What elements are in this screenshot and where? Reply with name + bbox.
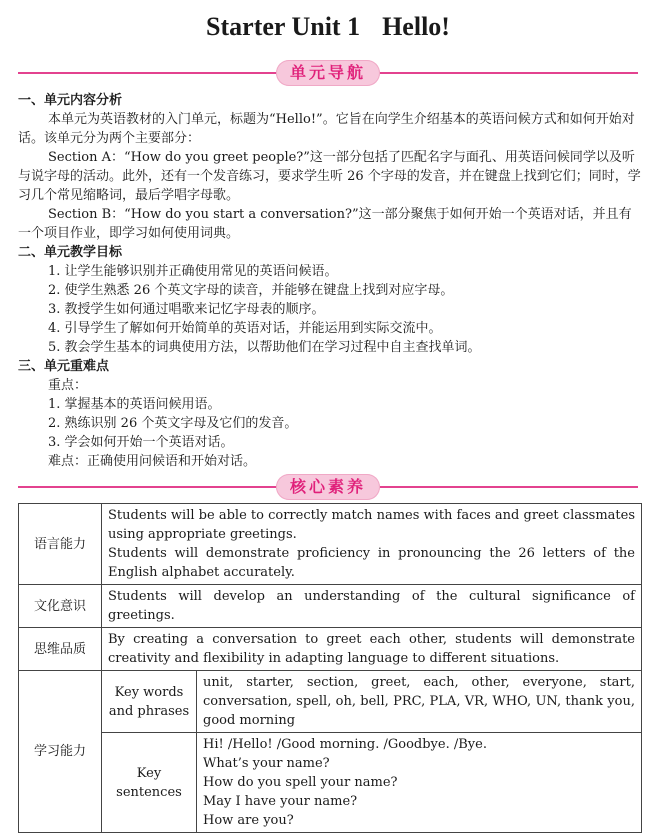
key-sentence: How are you?	[203, 813, 294, 828]
key-sentences-label: Key sentences	[102, 733, 197, 833]
key-sentence: Hi! /Hello! /Good morning. /Goodbye. /Bye.	[203, 737, 487, 752]
band-pill	[276, 60, 380, 86]
row-label-culture: 文化意识	[19, 585, 102, 628]
band-label: 单元导航	[289, 63, 367, 82]
table-row	[19, 504, 642, 585]
table-row	[19, 733, 642, 833]
key-points-label: 重点：	[48, 378, 88, 393]
core-literacy-table	[18, 503, 642, 833]
analysis-paragraph: Section B：“How do you start a conversation?”这一部分聚焦于如何开始一个英语对话，并且有一个项目作业，即学习如何使用词典。	[18, 207, 632, 241]
culture-cell: Students will develop an understanding of the cultural significance of greetings.	[102, 585, 642, 628]
analysis-paragraph: 本单元为英语教材的入门单元，标题为“Hello!”。它旨在向学生介绍基本的英语问候方式和如何开始对话。该单元分为两个主要部分：	[18, 112, 635, 146]
unit-title: Hello!	[382, 12, 450, 41]
row-label-language: 语言能力	[19, 504, 102, 585]
key-sentences-cell	[197, 733, 642, 833]
table-row	[19, 671, 642, 733]
key-sentence: May I have your name?	[203, 794, 358, 809]
unit-label: Starter Unit 1	[206, 12, 361, 41]
table-row	[19, 585, 642, 628]
difficulties-heading: 三、单元重难点	[18, 359, 110, 374]
language-line: Students will be able to correctly match names with faces and greet classmates using appropriate greetings.	[108, 508, 635, 542]
content-analysis	[18, 91, 642, 243]
key-point-item: 1. 掌握基本的英语问候用语。	[48, 397, 221, 412]
band-label: 核心素养	[289, 477, 367, 496]
thinking-cell: By creating a conversation to greet each other, students will demonstrate creativity and flexibility in adapting language to different situations.	[102, 628, 642, 671]
key-words-label: Key words and phrases	[102, 671, 197, 733]
language-line: Students will demonstrate proficiency in pronouncing the 26 letters of the English alphabet accurately.	[108, 546, 635, 580]
key-difficulties	[18, 357, 642, 471]
key-words-cell: unit, starter, section, greet, each, other, everyone, start, conversation, spell, oh, bell, PRC, PLA, VR, WHO, UN, thank you, good morning	[197, 671, 642, 733]
goal-item: 4. 引导学生了解如何开始简单的英语对话，并能运用到实际交流中。	[48, 321, 442, 336]
language-ability-cell	[102, 504, 642, 585]
goal-item: 2. 使学生熟悉 26 个英文字母的读音，并能够在键盘上找到对应字母。	[48, 283, 454, 298]
difficult-point: 难点：正确使用问候语和开始对话。	[48, 454, 257, 469]
key-sentence: How do you spell your name?	[203, 775, 398, 790]
analysis-heading: 一、单元内容分析	[18, 93, 123, 108]
table-row	[19, 628, 642, 671]
analysis-paragraph: Section A：“How do you greet people?”这一部分包括了匹配名字与面孔、用英语问候同学以及听与说字母的活动。此外，还有一个发音练习，要求学生听 26 个字母的发音，并在键盘上找到它们；同时，学习几个常见缩略词，最后学唱字母歌。	[18, 150, 641, 203]
section-band-navigation	[18, 58, 638, 88]
row-label-thinking: 思维品质	[19, 628, 102, 671]
goals-heading: 二、单元教学目标	[18, 245, 123, 260]
page-title	[0, 12, 656, 42]
key-point-item: 2. 熟练识别 26 个英文字母及它们的发音。	[48, 416, 298, 431]
key-point-item: 3. 学会如何开始一个英语对话。	[48, 435, 234, 450]
goal-item: 3. 教授学生如何通过唱歌来记忆字母表的顺序。	[48, 302, 325, 317]
key-sentence: What’s your name?	[203, 756, 330, 771]
row-label-learning: 学习能力	[19, 671, 102, 833]
teaching-goals	[18, 243, 642, 357]
band-pill	[276, 474, 380, 500]
section-band-core-literacy	[18, 472, 638, 502]
goal-item: 1. 让学生能够识别并正确使用常见的英语问候语。	[48, 264, 338, 279]
goal-item: 5. 教会学生基本的词典使用方法，以帮助他们在学习过程中自主查找单词。	[48, 340, 481, 355]
